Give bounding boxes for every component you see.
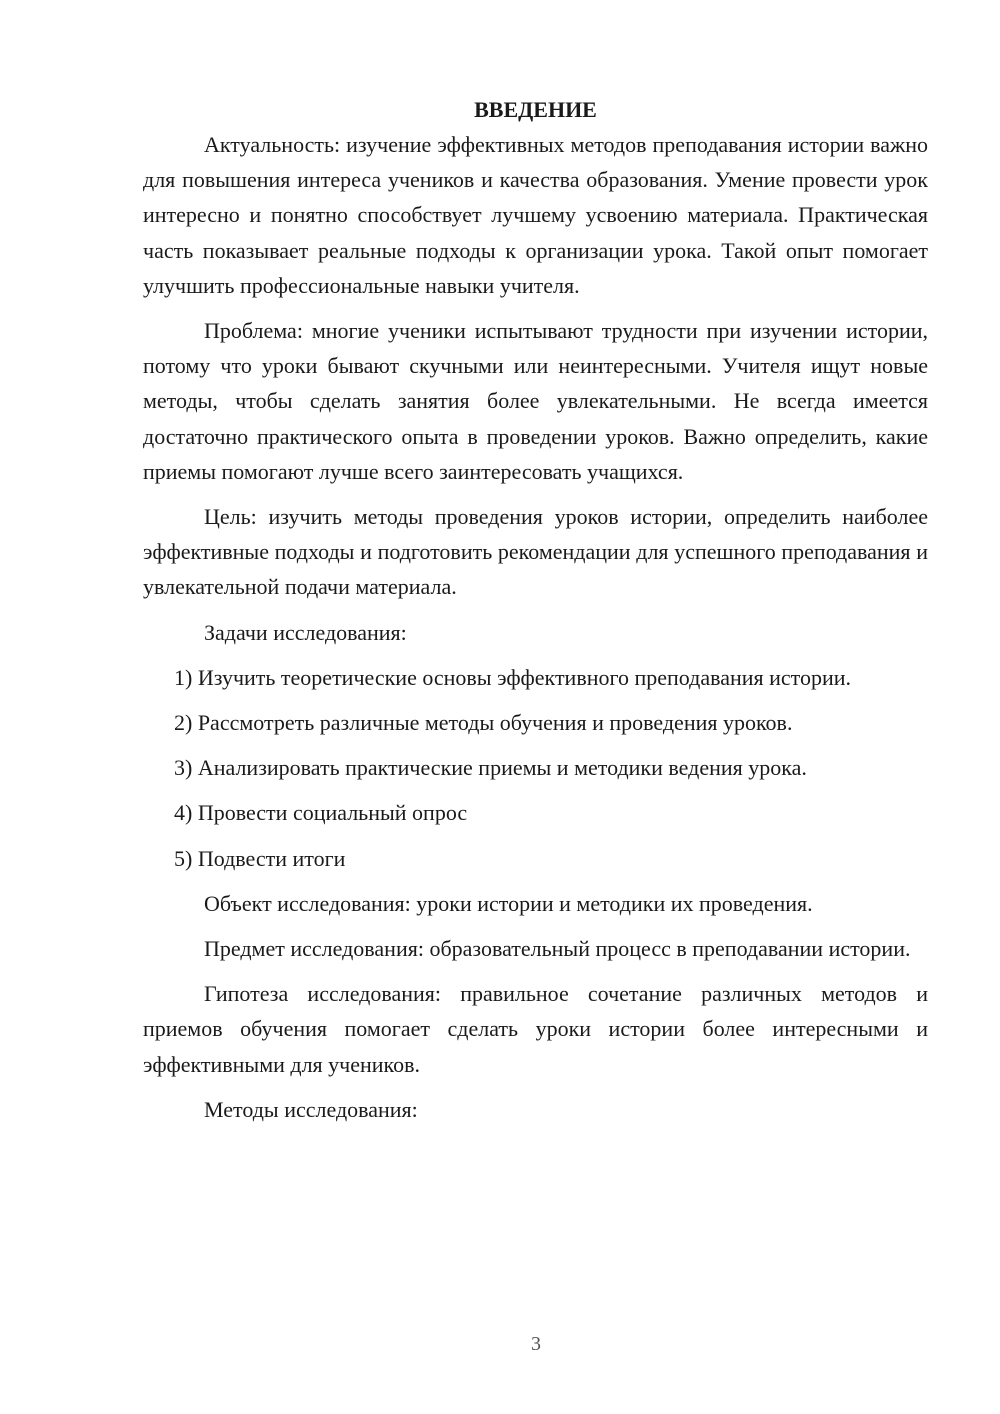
tasks-heading: Задачи исследования:	[204, 619, 407, 645]
methods-heading: Методы исследования:	[204, 1096, 418, 1122]
page-number: 3	[531, 1333, 541, 1355]
task-item-5: 5) Подвести итоги	[174, 845, 346, 871]
paragraph-subject: Предмет исследования: образовательный процесс в преподавании истории.	[204, 936, 911, 962]
task-item-1: 1) Изучить теоретические основы эффективного преподавания истории.	[174, 664, 852, 690]
paragraph-goal: Цель: изучить методы проведения уроков истории, определить наиболее эффективные подходы и подготовить рекомендации для успешного преподавания и увлекательной подачи материала.	[143, 504, 928, 600]
task-item-4: 4) Провести социальный опрос	[174, 800, 468, 826]
document-title: ВВЕДЕНИЕ	[474, 97, 597, 122]
paragraph-hypothesis: Гипотеза исследования: правильное сочетание различных методов и приемов обучения помогает сделать уроки истории более интересными и эффективными для учеников.	[143, 981, 928, 1077]
paragraph-problem: Проблема: многие ученики испытывают трудности при изучении истории, потому что уроки бывают скучными или неинтересными. Учителя ищут новые методы, чтобы сделать занятия более увлекательными. Не всегда имеется достаточно практического опыта в проведении уроков. Важно определить, какие приемы помогают лучше всего заинтересовать учащихся.	[143, 318, 928, 484]
task-item-3: 3) Анализировать практические приемы и методики ведения урока.	[174, 755, 807, 781]
paragraph-relevance: Актуальность: изучение эффективных методов преподавания истории важно для повышения интереса учеников и качества образования. Умение провести урок интересно и понятно способствует лучшему усвоению материала. Практическая часть показывает реальные подходы к организации урока. Такой опыт помогает улучшить профессиональные навыки учителя.	[143, 132, 928, 298]
task-item-2: 2) Рассмотреть различные методы обучения и проведения уроков.	[174, 710, 793, 736]
paragraph-object: Объект исследования: уроки истории и методики их проведения.	[204, 890, 813, 916]
document-page	[143, 92, 928, 1127]
